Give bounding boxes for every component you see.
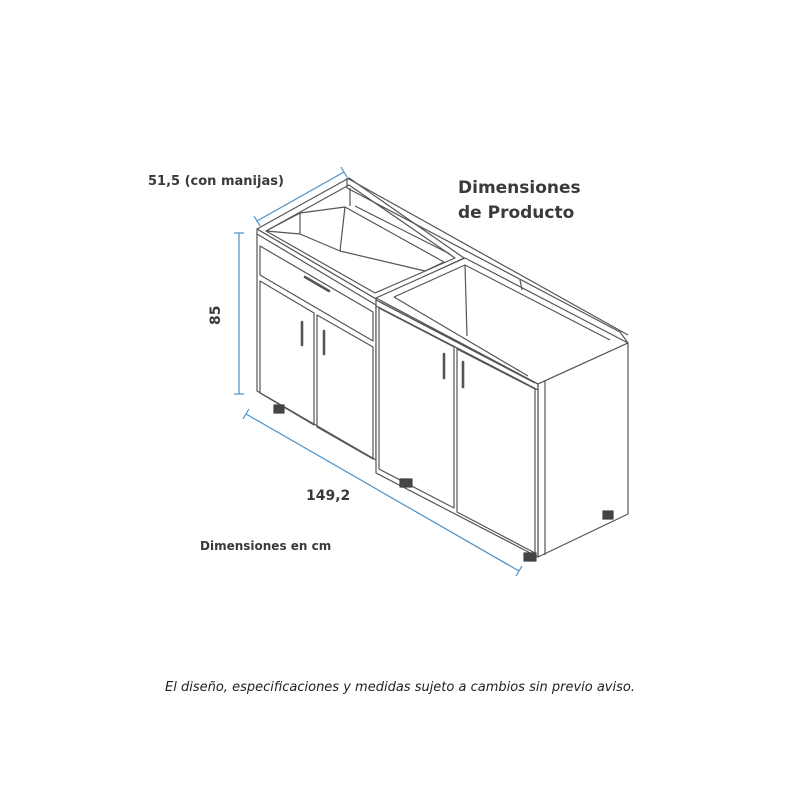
title-line-1: Dimensiones [458,178,581,198]
height-label: 85 [208,305,224,325]
height-dimension-line [234,233,244,394]
title-line-2: de Producto [458,203,575,223]
disclaimer-text: El diseño, especificaciones y medidas sujeto a cambios sin previo aviso. [165,680,635,695]
depth-label: 51,5 (con manijas) [148,174,284,189]
width-label: 149,2 [306,488,351,504]
diagram-title [458,176,581,226]
units-note: Dimensiones en cm [200,539,332,553]
